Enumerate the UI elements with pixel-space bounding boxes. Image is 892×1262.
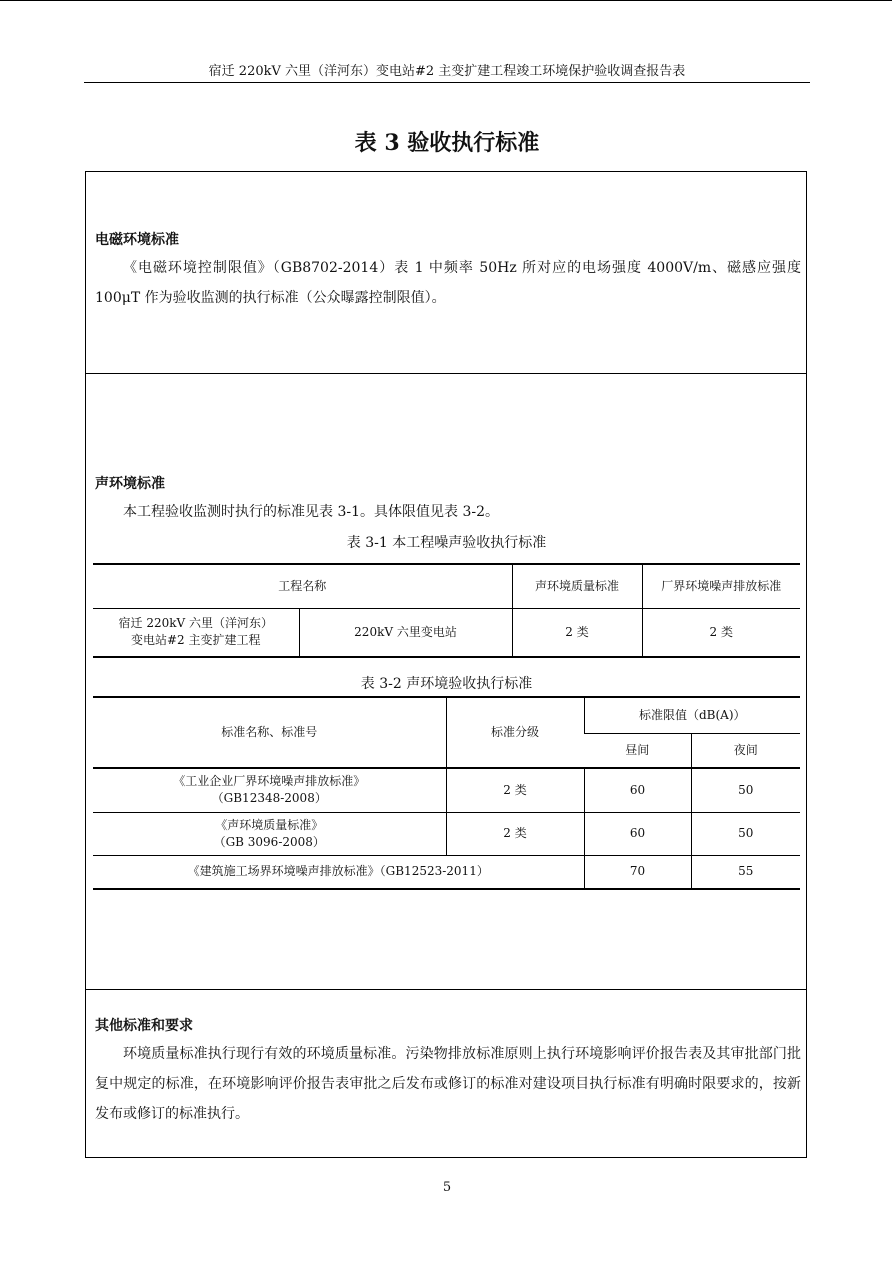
table2-name-line2: （GB12348-2008）: [211, 791, 327, 806]
table1-quality-cell: 2 类: [512, 608, 642, 657]
table1-header-row: [93, 564, 800, 608]
page-title: 表 3 验收执行标准: [354, 130, 540, 156]
table2-name-cell: [93, 768, 446, 812]
section-divider-1: [85, 373, 807, 374]
section-divider-2: [85, 989, 807, 990]
table2-night-cell: 55: [691, 855, 800, 889]
table2-day-cell: 60: [584, 768, 691, 812]
table2-header-name: 标准名称、标准号: [93, 697, 446, 768]
table1-header-emission: 厂界环境噪声排放标准: [642, 564, 800, 608]
standards-frame: [85, 171, 807, 1158]
table1-caption: 表 3-1 本工程噪声验收执行标准: [346, 535, 547, 551]
table-row: [93, 608, 800, 657]
table2-class-cell: 2 类: [446, 812, 584, 855]
table2-header-limit: 标准限值（dB(A)）: [584, 697, 800, 733]
table2-day-cell: 70: [584, 855, 691, 889]
table2-header-day: 昼间: [584, 733, 691, 768]
table2-header-night: 夜间: [691, 733, 800, 768]
table1-header-project: 工程名称: [93, 564, 512, 608]
table-row: [93, 855, 800, 889]
table2-name-cell: 《建筑施工场界环境噪声排放标准》（GB12523-2011）: [93, 855, 584, 889]
page-number: 5: [442, 1180, 452, 1195]
table2-caption: 表 3-2 声环境验收执行标准: [360, 676, 533, 692]
table-row: [93, 812, 800, 855]
table2-name-line1: 《工业企业厂界环境噪声排放标准》: [173, 774, 366, 789]
table1-emission-cell: 2 类: [642, 608, 800, 657]
other-section-text: 环境质量标准执行现行有效的环境质量标准。污染物排放标准原则上执行环境影响评价报告表及其审批部门批复中规定的标准，在环境影响评价报告表审批之后发布或修订的标准对建设项目执行标准有明确时限要求的，按新发布或修订的标准执行。: [95, 1046, 801, 1122]
table2-night-cell: 50: [691, 768, 800, 812]
em-section-title: 电磁环境标准: [95, 232, 179, 248]
table2-name-line2: （GB 3096-2008）: [213, 834, 325, 849]
table1-project-line1: 宿迁 220kV 六里（洋河东）: [118, 616, 273, 631]
table2-name-cell: [93, 812, 446, 855]
table1-project-line2: 变电站#2 主变扩建工程: [130, 633, 261, 648]
noise-section-title: 声环境标准: [95, 476, 165, 492]
table1-header-quality: 声环境质量标准: [512, 564, 642, 608]
table-row: [93, 768, 800, 812]
running-header: 宿迁 220kV 六里（洋河东）变电站#2 主变扩建工程竣工环境保护验收调查报告表: [208, 64, 686, 79]
noise-standard-table-2: [93, 696, 800, 890]
table2-header-row: [93, 697, 800, 733]
table2-class-cell: 2 类: [446, 768, 584, 812]
em-section-text: 《电磁环境控制限值》（GB8702-2014）表 1 中频率 50Hz 所对应的电场强度 4000V/m、磁感应强度 100μT 作为验收监测的执行标准（公众曝露控制限值）。: [95, 260, 801, 306]
noise-section-text: 本工程验收监测时执行的标准见表 3-1。具体限值见表 3-2。: [123, 504, 499, 520]
header-rule: [84, 82, 810, 83]
table2-night-cell: 50: [691, 812, 800, 855]
other-section-title: 其他标准和要求: [95, 1018, 193, 1034]
table1-station-cell: 220kV 六里变电站: [299, 608, 512, 657]
table2-header-class: 标准分级: [446, 697, 584, 768]
table2-day-cell: 60: [584, 812, 691, 855]
table1-project-cell: [93, 608, 299, 657]
top-border-line: [0, 0, 892, 1]
noise-standard-table-1: [93, 563, 800, 658]
table2-name-line1: 《声环境质量标准》: [215, 817, 324, 832]
